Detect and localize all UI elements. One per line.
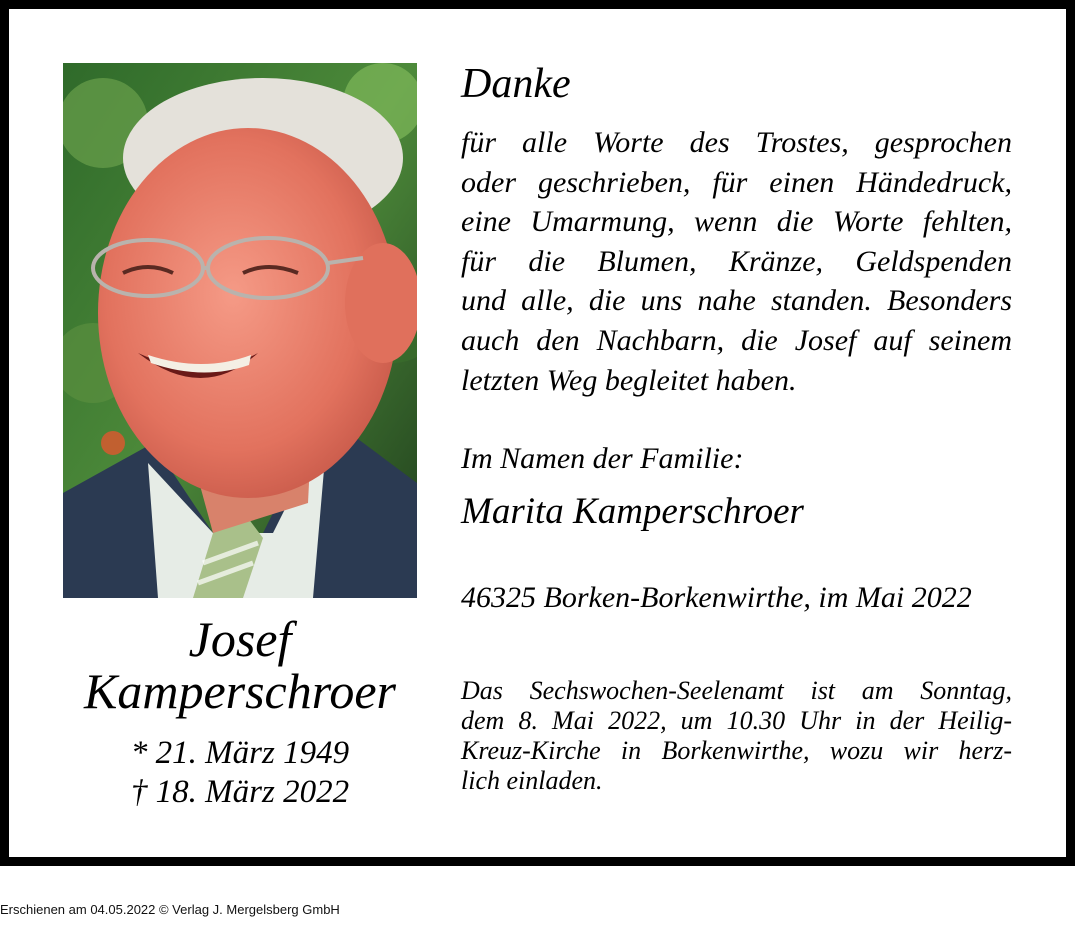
deceased-last-name: Kamperschroer (83, 663, 396, 719)
thanks-line: und alle, die uns nahe standen. Besonders (461, 284, 1012, 318)
deceased-first-name: Josef (188, 611, 292, 667)
place-date: 46325 Borken-Borkenwirthe, im Mai 2022 (461, 581, 972, 614)
thanks-line: oder geschrieben, für einen Händedruck, (461, 165, 1012, 199)
thanks-line: eine Umarmung, wenn die Worte fehlten, (461, 205, 1012, 239)
thanks-paragraph (461, 123, 1012, 400)
publication-footer: Erschienen am 04.05.2022 © Verlag J. Mergelsberg GmbH (0, 902, 340, 917)
notice-line: Kreuz-Kirche in Borkenwirthe, wozu wir herz- (461, 736, 1012, 765)
notice-line: lich einladen. (461, 766, 603, 795)
thanks-line: letzten Weg begleitet haben. (461, 363, 797, 397)
mass-notice (461, 676, 1012, 796)
portrait-photo (63, 63, 417, 598)
heading-danke: Danke (461, 61, 571, 107)
thanks-line: auch den Nachbarn, die Josef auf seinem (461, 323, 1012, 357)
thanks-line: für alle Worte des Trostes, gesprochen (461, 126, 1012, 159)
notice-line: dem 8. Mai 2022, um 10.30 Uhr in der Heilig- (461, 706, 1012, 735)
family-label: Im Namen der Familie: (461, 442, 744, 475)
death-date: † 18. März 2022 (130, 774, 350, 810)
thanks-line: für die Blumen, Kränze, Geldspenden (461, 244, 1012, 278)
family-name: Marita Kamperschroer (461, 491, 804, 532)
birth-date: * 21. März 1949 (130, 735, 350, 771)
notice-line: Das Sechswochen-Seelenamt ist am Sonntag, (461, 676, 1012, 705)
